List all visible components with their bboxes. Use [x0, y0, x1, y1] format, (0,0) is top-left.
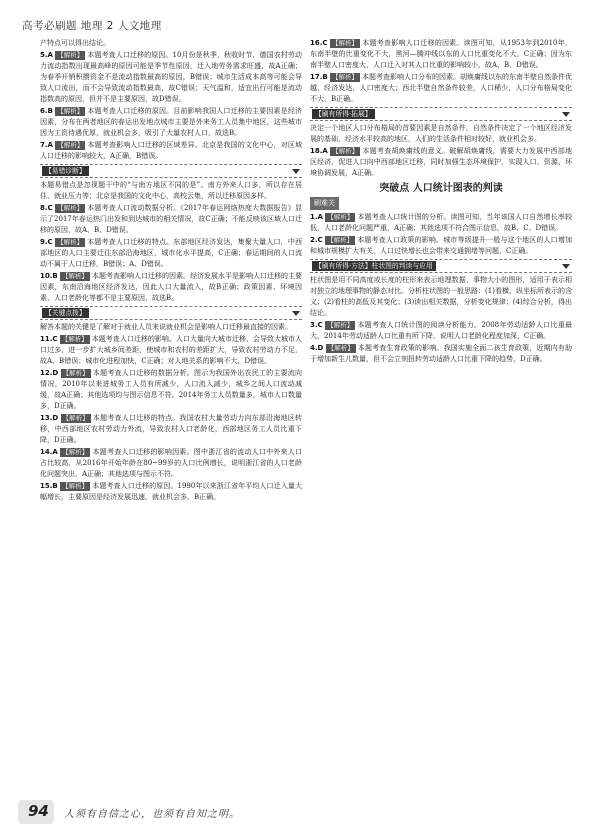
answer-paragraph	[310, 320, 572, 342]
answer-number: 13.D	[40, 414, 59, 422]
paragraph-text: 决定一个地区人口分布格局的首要因素是自然条件，自然条件决定了一个地区经济发展的基础，经济水平较高的地区，人们的生活条件相对较好，就业机会多。	[310, 124, 572, 143]
answer-paragraph	[310, 343, 572, 365]
paragraph-text: 本题考查人口统计图的阅读分析能力。2008年劳动适龄人口比重最大，2014年劳动适龄人口比重有所下降，说明人口老龄化程度加深，C正确。	[310, 321, 572, 340]
answer-number: 9.C	[40, 238, 53, 246]
triangle-down-icon	[562, 264, 570, 269]
left-column	[40, 38, 302, 504]
paragraph-text: 本题考查人口统计图的分析。读图可知，当年该国人口自然增长率较低，人口老龄化问题严重，A正确；其他选项不符合图示信息，故B、C、D错误。	[310, 213, 573, 232]
analysis-tag: 【解析】	[62, 414, 89, 422]
tip-box-label: 【易错诊断】	[42, 166, 89, 176]
paragraph-text: 本题考查影响人口分布的因素。胡焕庸线以东的东南半壁自然条件优越，经济发达，人口密度大；西北半壁自然条件较差，人口稀少，人口分布格局变化不大，B正确。	[310, 73, 572, 103]
paragraph-text: 本题考查影响人口迁移的因素。读图可知，从1953年到2010年，东南半壁的比重变化不大，黑河—腾冲线以东的人口比重变化不大，C正确；因为东南半壁人口密度大，人口迁入对其人口比重的影响较小，故A、B、D错误。	[310, 39, 572, 69]
analysis-tag: 【解析】	[327, 236, 354, 244]
analysis-tag: 【解析】	[61, 335, 88, 343]
paragraph-text: 解答本题的关键是了解对于就业人员来说就业机会是影响人口迁移最直接的因素。	[40, 323, 292, 331]
triangle-down-icon	[292, 311, 300, 316]
paragraph-text: 本题考查生育政策的影响。我国实施全面二孩生育政策，近期内有助于增加新生儿数量，但不会立刻扭转劳动适龄人口比重下降的趋势，D正确。	[310, 344, 572, 363]
answer-number: 16.C	[310, 39, 328, 47]
section-bar: 刷难关	[310, 197, 339, 210]
answer-number: 18.A	[310, 147, 328, 155]
tip-box-label: 【关键点拨】	[42, 308, 89, 318]
text-paragraph	[40, 38, 302, 49]
paragraph-text: 本题考查人口流动数据分析。《2017年春运网络热度大数据报告》显示了2017年春运热门出发和到达城市的相关情况，故C正确；不能反映该区域人口迁移的原因，故A、B、D错误。	[40, 204, 302, 234]
answer-number: 17.B	[310, 73, 328, 81]
answer-number: 6.B	[40, 107, 53, 115]
text-paragraph	[40, 180, 302, 202]
analysis-tag: 【解析】	[331, 73, 358, 81]
analysis-tag: 【解析】	[57, 51, 84, 59]
answer-paragraph	[40, 447, 302, 480]
paragraph-text: 本题考查人口迁移的特点。东部地区经济发达，集聚大量人口，中西部地区的人口主要迁往东部沿海地区，城市化水平提高，C正确；春运期间的人口流动不属于人口迁移，B错误；A、D错误。	[40, 238, 302, 268]
paragraph-text: 本题考查影响人口迁移的因素。经济发展水平是影响人口迁移的主要因素，东南沿海地区经济发达，因此人口大量流入，故B正确；政策因素、环境因素、人口老龄化等都不是主要原因，故选B。	[40, 272, 302, 302]
paragraph-text: 本题考查人口迁移的原因。1990年以来浙江省年平均人口迁入量大幅增长，主要原因是经济发展迅速，就业机会多，B正确。	[40, 482, 302, 501]
answer-paragraph	[40, 203, 302, 236]
analysis-tag: 【解析】	[62, 482, 89, 490]
answer-paragraph	[310, 235, 572, 257]
analysis-tag: 【解析】	[327, 213, 354, 221]
page-header: 高考必刷题 地理 2 人文地理	[22, 20, 162, 32]
answer-paragraph	[40, 334, 302, 367]
analysis-tag: 【解析】	[57, 238, 84, 246]
paragraph-text: 本题易错点是忽视题干中的“与南方地区不同的是”。南方外来人口多，所以存在居住、就业压力等；北京是我国的文化中心，高校云集，所以迁移原因多样。	[40, 181, 302, 200]
paragraph-text: 本题考查影响人口迁移的区域差异。北京是我国的文化中心，对区域人口迁移的影响较大，A正确，B错误。	[40, 141, 303, 160]
section-title: 突破点 人口统计图表的判读	[379, 183, 503, 194]
tip-box-label: 【刷有所得·拓展】	[312, 109, 375, 119]
triangle-down-icon	[292, 169, 300, 174]
right-column	[310, 38, 572, 366]
right-bottom-answers	[310, 212, 572, 365]
paragraph-text: 产特点可以得出结论。	[40, 39, 110, 47]
analysis-tag: 【解析】	[332, 39, 359, 47]
paragraph-text: 柱状图是用不同高度或长度的柱形来表示地理数据、事物大小的图形，适用于表示相对独立的地理事物的静态对比。分析柱状图的一般思路：(1)看横、纵坐标所表示的含义；(2)看柱的高低及其变化；(3)读出相关数据，分析变化规律；(4)综合分析，得出结论。	[310, 276, 572, 317]
answer-paragraph	[310, 72, 572, 105]
paragraph-text: 本题考查人口迁移的原因。10月份是秋季，秋收时节，德国农村劳动力流动指数出现最高峰的原因可能是季节性原因，迁入地劳务需求旺盛，故A正确；为春季开销积攒资金不是流动指数最高的原因，B错误；城市生活成本高等可能会导致人口流出，而不会导致流动指数最高，故C错误；天气温和，适宜出行可能是流动指数高的原因，但并不是主要原因，故D错误。	[40, 51, 302, 103]
answer-paragraph	[40, 368, 302, 412]
page-number: 94	[28, 802, 49, 820]
answer-paragraph	[40, 413, 302, 446]
analysis-tag: 【解析】	[332, 147, 359, 155]
tip-box-header	[310, 259, 572, 273]
analysis-tag: 【解析】	[327, 321, 354, 329]
answer-number: 11.C	[40, 335, 58, 343]
answer-number: 7.A	[40, 141, 53, 149]
analysis-tag: 【解析】	[327, 344, 354, 352]
tip-box-header	[40, 164, 302, 178]
answer-number: 5.A	[40, 51, 53, 59]
answer-paragraph	[40, 237, 302, 270]
answer-number: 14.A	[40, 448, 58, 456]
analysis-tag: 【解析】	[61, 272, 88, 280]
answer-number: 12.D	[40, 369, 59, 377]
paragraph-text: 本题考查人口迁移的原因。目前影响我国人口迁移的主要因素是经济因素，分布在两者地区的春运出发地点城市主要是外来务工人员集中地区，这些城市因为工资待遇优厚，就业机会多，吸引了大量农村人口，故选B。	[40, 107, 302, 137]
answer-number: 15.B	[40, 482, 58, 490]
paragraph-text: 本题考查人口迁移的特点。我国农村大量劳动力向东部沿海地区转移，中西部地区农村劳动力外流，导致农村人口老龄化，西部地区务工人员比重下降，D正确。	[40, 414, 302, 444]
paragraph-text: 本题考查人口迁移的数据分析。图示为我国外出农民工的主要流向情况，2010年以来进城务工人员有所减少，人口流入减少，城乡之间人口流动减缓，故A正确；其他选项均与图示信息不符。2014年务工人员数量多，城市人口数量多，D正确。	[40, 369, 302, 410]
right-top-answers	[310, 38, 572, 179]
paragraph-text: 本题考查人口迁移的影响。人口大量向大城市迁移，会导致大城市人口过多，进一步扩大城乡间差距，使城市和农村的差距扩大，导致农村劳动力不足，故A、B错误；城市化进程加快，C正确；对人地关系的影响不大，D错误。	[40, 335, 302, 365]
answer-paragraph	[40, 481, 302, 503]
footer-motto: 人须有自信之心，也须有自知之明。	[64, 809, 240, 820]
paragraph-text: 本题考查胡焕庸线的意义。破解胡焕庸线，需要大力发展中西部地区经济，促进人口向中西部地区迁移，同时加强生态环境保护，实现人口、资源、环境协调发展，A正确。	[310, 147, 573, 177]
triangle-down-icon	[562, 112, 570, 117]
answer-paragraph	[310, 212, 572, 234]
answer-paragraph	[310, 38, 572, 71]
answer-paragraph	[40, 271, 302, 304]
page-footer	[0, 800, 593, 826]
text-paragraph	[310, 275, 572, 319]
answer-paragraph	[40, 106, 302, 139]
text-paragraph	[40, 322, 302, 333]
analysis-tag: 【解析】	[62, 448, 89, 456]
answer-paragraph	[40, 140, 302, 162]
answer-number: 3.C	[310, 321, 323, 329]
tip-box-header	[40, 306, 302, 320]
analysis-tag: 【解析】	[57, 141, 84, 149]
analysis-tag: 【解析】	[57, 204, 84, 212]
answer-number: 10.B	[40, 272, 58, 280]
answer-paragraph	[40, 50, 302, 105]
answer-paragraph	[310, 146, 572, 179]
paragraph-text: 本题考查人口政策的影响。城市等级提升一般与这个地区的人口增加和城市规模扩大有关，人口过快增长也会带来交通拥堵等问题，C正确。	[310, 236, 572, 255]
text-paragraph	[310, 123, 572, 145]
tip-box-label: 【刷有所得·方法】柱状图的判读与应用	[312, 261, 436, 271]
tip-box-header	[310, 107, 572, 121]
analysis-tag: 【解析】	[57, 107, 84, 115]
paragraph-text: 本题考查人口迁移的影响因素。图中浙江省的流动人口中外来人口占比较高，从2016年开始年龄在80~99岁的人口比例增长，说明浙江省的人口老龄化问题突出，A正确；其他选项与图示不符。	[40, 448, 303, 478]
answer-number: 4.D	[310, 344, 324, 352]
answer-number: 2.C	[310, 236, 323, 244]
analysis-tag: 【解析】	[62, 369, 89, 377]
answer-number: 8.C	[40, 204, 53, 212]
answer-number: 1.A	[310, 213, 323, 221]
